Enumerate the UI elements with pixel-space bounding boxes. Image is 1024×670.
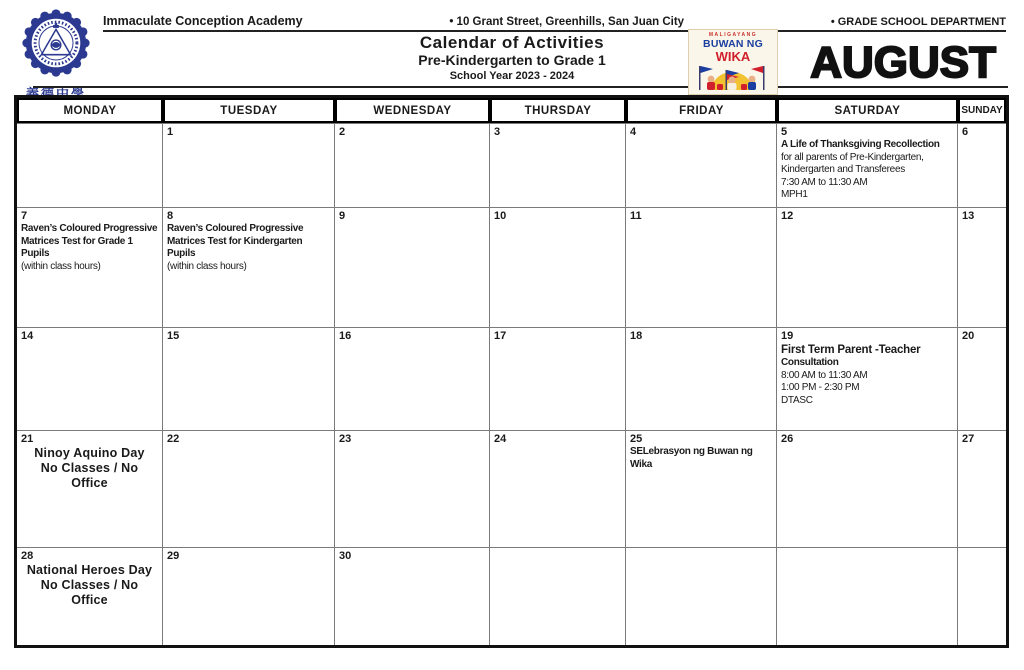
event-line: Kindergarten and Transferees: [781, 164, 905, 175]
day-header-wednesday: WEDNESDAY: [335, 98, 490, 123]
calendar-cell-aug-18: [626, 327, 777, 430]
day-header-monday: MONDAY: [17, 98, 163, 123]
event-line: Matrices Test for Kindergarten Pupils: [167, 235, 303, 259]
day-number: 10: [494, 210, 507, 222]
day-number: 22: [167, 433, 180, 445]
calendar-cell-empty: [490, 547, 626, 645]
poster-line2: WIKA: [715, 48, 751, 64]
day-number: 13: [962, 210, 975, 222]
event-line: Raven’s Coloured Progressive: [167, 223, 304, 234]
calendar-cell-aug-28: [17, 547, 163, 645]
event-line: Consultation: [781, 357, 839, 368]
event-line: Ninoy Aquino Day: [34, 446, 145, 460]
day-number: 5: [781, 126, 788, 138]
day-number: 18: [630, 330, 643, 342]
page-title: Calendar of Activities: [419, 33, 605, 52]
day-number: 29: [167, 550, 180, 562]
calendar-cell-aug-25: [626, 430, 777, 547]
day-number: 15: [167, 330, 180, 342]
calendar-cell-aug-2: [335, 123, 490, 207]
day-number: 2: [339, 126, 346, 138]
school-year: School Year 2023 - 2024: [449, 70, 575, 82]
day-number: 30: [339, 550, 352, 562]
calendar-cell-aug-8: [163, 207, 335, 327]
calendar-cell-aug-24: [490, 430, 626, 547]
calendar-cell-aug-1: [163, 123, 335, 207]
day-number: 25: [630, 433, 643, 445]
event-line: No Classes / No Office: [40, 461, 139, 490]
calendar-cell-aug-27: [958, 430, 1006, 547]
day-number: 26: [781, 433, 794, 445]
event-line: 7:30 AM to 11:30 AM: [781, 176, 868, 188]
calendar-cell-empty: [626, 547, 777, 645]
event-line: A Life of Thanksgiving Recollection: [781, 139, 940, 150]
calendar-cell-aug-15: [163, 327, 335, 430]
calendar-cell-empty: [777, 547, 958, 645]
calendar-cell-aug-13: [958, 207, 1006, 327]
poster-illustration-icon: [689, 64, 775, 90]
day-number: 7: [21, 210, 28, 222]
day-number: 27: [962, 433, 975, 445]
day-number: 3: [494, 126, 501, 138]
day-number: 9: [339, 210, 346, 222]
calendar-cell-aug-5: [777, 123, 958, 207]
event-line: Raven’s Coloured Progressive: [21, 223, 158, 234]
event-line: First Term Parent -Teacher: [781, 344, 921, 356]
event-line: National Heroes Day: [26, 563, 153, 577]
day-number: 19: [781, 330, 794, 342]
event-line: (within class hours): [21, 260, 101, 272]
calendar-cell-empty: [17, 123, 163, 207]
calendar-cell-aug-9: [335, 207, 490, 327]
day-number: 12: [781, 210, 794, 222]
calendar-cell-empty: [958, 547, 1006, 645]
event-line: for all parents of Pre-Kindergarten,: [781, 151, 924, 163]
day-number: 1: [167, 126, 174, 138]
event-line: 8:00 AM to 11:30 AM: [781, 369, 868, 381]
calendar-cell-aug-19: [777, 327, 958, 430]
event-line: MPH1: [781, 189, 808, 200]
day-number: 14: [21, 330, 34, 342]
school-address: • 10 Grant Street, Greenhills, San Juan City: [449, 16, 685, 28]
event-line: 1:00 PM - 2:30 PM: [781, 382, 860, 393]
day-number: 11: [630, 210, 642, 222]
day-number: 16: [339, 330, 352, 342]
calendar-cell-aug-14: [17, 327, 163, 430]
day-header-friday: FRIDAY: [626, 98, 777, 123]
day-number: 28: [21, 550, 34, 562]
day-number: 21: [21, 433, 34, 445]
day-header-saturday: SATURDAY: [777, 98, 958, 123]
event-line: DTASC: [781, 394, 813, 406]
calendar-cell-aug-12: [777, 207, 958, 327]
buwan-ng-wika-poster: [688, 29, 778, 95]
poster-line1: BUWAN NG: [703, 38, 763, 50]
day-header-tuesday: TUESDAY: [163, 98, 335, 123]
day-number: 23: [339, 433, 352, 445]
calendar-cell-aug-16: [335, 327, 490, 430]
day-number: 20: [962, 330, 975, 342]
calendar-cell-aug-23: [335, 430, 490, 547]
event-line: (within class hours): [167, 260, 247, 272]
day-header-thursday: THURSDAY: [490, 98, 626, 123]
day-header-sunday: SUNDAY: [958, 98, 1006, 123]
calendar-cell-aug-3: [490, 123, 626, 207]
calendar-cell-aug-20: [958, 327, 1006, 430]
calendar-cell-aug-11: [626, 207, 777, 327]
day-number: 6: [962, 126, 969, 138]
school-name: Immaculate Conception Academy: [103, 14, 303, 28]
day-number: 17: [494, 330, 507, 342]
poster-top-text: MALIGAYANG: [708, 32, 758, 38]
day-number: 24: [494, 433, 507, 445]
event-line: Matrices Test for Grade 1 Pupils: [21, 235, 133, 259]
calendar-grid: [14, 95, 1009, 648]
day-number: 4: [630, 126, 637, 138]
event-line: SELebrasyon ng Buwan ng Wika: [630, 446, 753, 470]
calendar-cell-aug-4: [626, 123, 777, 207]
calendar-cell-aug-21: [17, 430, 163, 547]
event-line: No Classes / No Office: [40, 578, 139, 607]
top-header-line: [103, 8, 1006, 32]
calendar-cell-aug-17: [490, 327, 626, 430]
calendar-cell-aug-29: [163, 547, 335, 645]
calendar-cell-aug-26: [777, 430, 958, 547]
calendar-cell-aug-6: [958, 123, 1006, 207]
calendar-cell-aug-22: [163, 430, 335, 547]
day-number: 8: [167, 210, 174, 222]
month-title: AUGUST: [810, 38, 996, 87]
calendar-cell-aug-10: [490, 207, 626, 327]
calendar-cell-aug-30: [335, 547, 490, 645]
calendar-cell-aug-7: [17, 207, 163, 327]
department-label: • GRADE SCHOOL DEPARTMENT: [830, 16, 1006, 28]
grade-range: Pre-Kindergarten to Grade 1: [418, 52, 606, 68]
